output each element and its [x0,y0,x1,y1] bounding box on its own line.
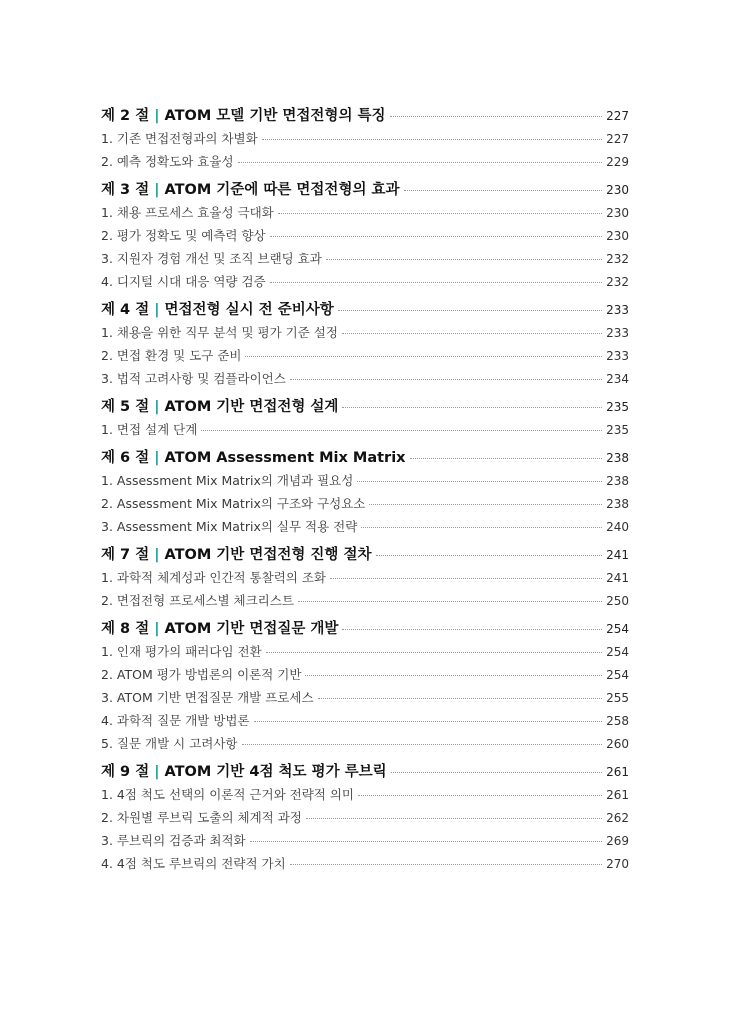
toc-entry[interactable] [101,494,629,517]
dot-leader [404,190,603,191]
toc-entry[interactable] [101,203,629,226]
dot-leader [270,282,602,283]
entry-title: 3. 지원자 경험 개선 및 조직 브랜딩 효과 [101,251,322,266]
page-number: 234 [606,372,629,386]
page-number: 254 [606,622,629,636]
page-number: 258 [606,714,629,728]
entry-title: 3. 법적 고려사항 및 컴플라이언스 [101,371,286,386]
section-divider-bar: | [154,108,160,124]
dot-leader [242,744,603,745]
dot-leader [342,333,602,334]
toc-entry[interactable] [101,272,629,295]
entry-title: 2. 예측 정확도와 효율성 [101,154,234,169]
toc-entry[interactable] [101,226,629,249]
page-number: 241 [606,571,629,585]
page-number: 254 [606,645,629,659]
dot-leader [342,407,602,408]
entry-title: 1. 면접 설계 단계 [101,422,198,437]
section-title-text: ATOM 기준에 따른 면접전형의 효과 [164,182,400,198]
dot-leader [201,430,602,431]
section-title [101,104,386,125]
page-number: 238 [606,474,629,488]
toc-entry[interactable] [101,711,629,734]
page-number: 233 [606,326,629,340]
section-divider-bar: | [154,182,160,198]
section-label: 제 6 절 [101,450,150,466]
page-number: 254 [606,668,629,682]
section-title [101,617,338,638]
toc-entry[interactable] [101,323,629,346]
dot-leader [338,310,602,311]
section-heading[interactable] [101,543,629,568]
toc-entry[interactable] [101,129,629,152]
entry-title: 2. 면접 환경 및 도구 준비 [101,348,242,363]
section-label: 제 4 절 [101,302,150,318]
section-label: 제 2 절 [101,108,150,124]
dot-leader [357,481,602,482]
page-number: 241 [606,548,629,562]
section-title-text: ATOM 모델 기반 면접전형의 특징 [164,108,386,124]
dot-leader [326,259,602,260]
entry-title: 3. ATOM 기반 면접질문 개발 프로세스 [101,690,314,705]
page-number: 238 [606,451,629,465]
entry-title: 5. 질문 개발 시 고려사항 [101,736,238,751]
entry-title: 1. 기존 면접전형과의 차별화 [101,131,258,146]
dot-leader [305,675,602,676]
page-number: 260 [606,737,629,751]
dot-leader [245,356,602,357]
section-title [101,446,406,467]
toc-entry[interactable] [101,831,629,854]
page-number: 232 [606,275,629,289]
dot-leader [266,652,602,653]
table-of-contents [101,104,629,877]
dot-leader [410,458,603,459]
page-number: 235 [606,400,629,414]
section-heading[interactable] [101,760,629,785]
entry-title: 4. 과학적 질문 개발 방법론 [101,713,250,728]
toc-entry[interactable] [101,591,629,614]
page-number: 235 [606,423,629,437]
dot-leader [290,864,602,865]
toc-entry[interactable] [101,785,629,808]
toc-entry[interactable] [101,517,629,540]
section-title [101,298,334,319]
entry-title: 4. 4점 척도 루브릭의 전략적 가치 [101,856,286,871]
section-label: 제 9 절 [101,764,150,780]
section-heading[interactable] [101,395,629,420]
page-number: 230 [606,229,629,243]
entry-title: 1. 인재 평가의 패러다임 전환 [101,644,262,659]
page-number: 269 [606,834,629,848]
dot-leader [376,555,603,556]
section-heading[interactable] [101,178,629,203]
toc-entry[interactable] [101,734,629,757]
page-number: 232 [606,252,629,266]
toc-entry[interactable] [101,420,629,443]
section-title-text: ATOM 기반 면접전형 설계 [164,399,339,415]
section-heading[interactable] [101,617,629,642]
section-title [101,760,387,781]
section-title-text: ATOM Assessment Mix Matrix [164,450,406,466]
entry-title: 2. 차원별 루브릭 도출의 체계적 과정 [101,810,302,825]
entry-title: 1. 채용 프로세스 효율성 극대화 [101,205,274,220]
page-number: 270 [606,857,629,871]
page-number: 261 [606,765,629,779]
toc-entry[interactable] [101,346,629,369]
dot-leader [391,772,602,773]
toc-entry[interactable] [101,854,629,877]
dot-leader [342,629,602,630]
entry-title: 2. ATOM 평가 방법론의 이론적 기반 [101,667,302,682]
section-divider-bar: | [154,399,160,415]
toc-entry[interactable] [101,642,629,665]
page-number: 233 [606,349,629,363]
section-title [101,395,338,416]
section-label: 제 5 절 [101,399,150,415]
entry-title: 1. Assessment Mix Matrix의 개념과 필요성 [101,473,354,488]
toc-entry[interactable] [101,152,629,175]
toc-entry[interactable] [101,688,629,711]
entry-title: 2. 평가 정확도 및 예측력 향상 [101,228,266,243]
page-number: 262 [606,811,629,825]
dot-leader [369,504,602,505]
section-divider-bar: | [154,764,160,780]
dot-leader [298,601,602,602]
dot-leader [278,213,602,214]
section-divider-bar: | [154,302,160,318]
section-title-text: ATOM 기반 면접질문 개발 [164,621,339,637]
dot-leader [262,139,602,140]
section-title-text: ATOM 기반 면접전형 진행 절차 [164,547,372,563]
dot-leader [358,795,602,796]
section-title [101,543,372,564]
page-number: 238 [606,497,629,511]
section-divider-bar: | [154,547,160,563]
toc-entry[interactable] [101,471,629,494]
page-number: 233 [606,303,629,317]
section-divider-bar: | [154,450,160,466]
toc-entry[interactable] [101,808,629,831]
entry-title: 1. 채용을 위한 직무 분석 및 평가 기준 설정 [101,325,338,340]
page-number: 230 [606,183,629,197]
page-number: 229 [606,155,629,169]
toc-entry[interactable] [101,568,629,591]
dot-leader [306,818,602,819]
toc-entry[interactable] [101,665,629,688]
page-number: 227 [606,109,629,123]
dot-leader [270,236,602,237]
dot-leader [318,698,603,699]
entry-title: 4. 디지털 시대 대응 역량 검증 [101,274,266,289]
entry-title: 1. 4점 척도 선택의 이론적 근거와 전략적 의미 [101,787,354,802]
entry-title: 2. Assessment Mix Matrix의 구조와 구성요소 [101,496,366,511]
toc-entry[interactable] [101,249,629,272]
dot-leader [238,162,603,163]
section-label: 제 8 절 [101,621,150,637]
entry-title: 3. 루브릭의 검증과 최적화 [101,833,246,848]
dot-leader [390,116,603,117]
page-number: 250 [606,594,629,608]
section-heading[interactable] [101,298,629,323]
entry-title: 3. Assessment Mix Matrix의 실무 적용 전략 [101,519,358,534]
dot-leader [290,379,602,380]
section-title-text: 면접전형 실시 전 준비사항 [164,302,334,318]
page-number: 261 [606,788,629,802]
section-title [101,178,400,199]
section-heading[interactable] [101,446,629,471]
section-heading[interactable] [101,104,629,129]
dot-leader [361,527,602,528]
section-title-text: ATOM 기반 4점 척도 평가 루브릭 [164,764,387,780]
dot-leader [330,578,602,579]
page-number: 255 [606,691,629,705]
dot-leader [254,721,603,722]
entry-title: 2. 면접전형 프로세스별 체크리스트 [101,593,294,608]
dot-leader [250,841,602,842]
page-number: 227 [606,132,629,146]
page-number: 240 [606,520,629,534]
section-label: 제 3 절 [101,182,150,198]
page-number: 230 [606,206,629,220]
entry-title: 1. 과학적 체계성과 인간적 통찰력의 조화 [101,570,326,585]
section-label: 제 7 절 [101,547,150,563]
toc-entry[interactable] [101,369,629,392]
section-divider-bar: | [154,621,160,637]
